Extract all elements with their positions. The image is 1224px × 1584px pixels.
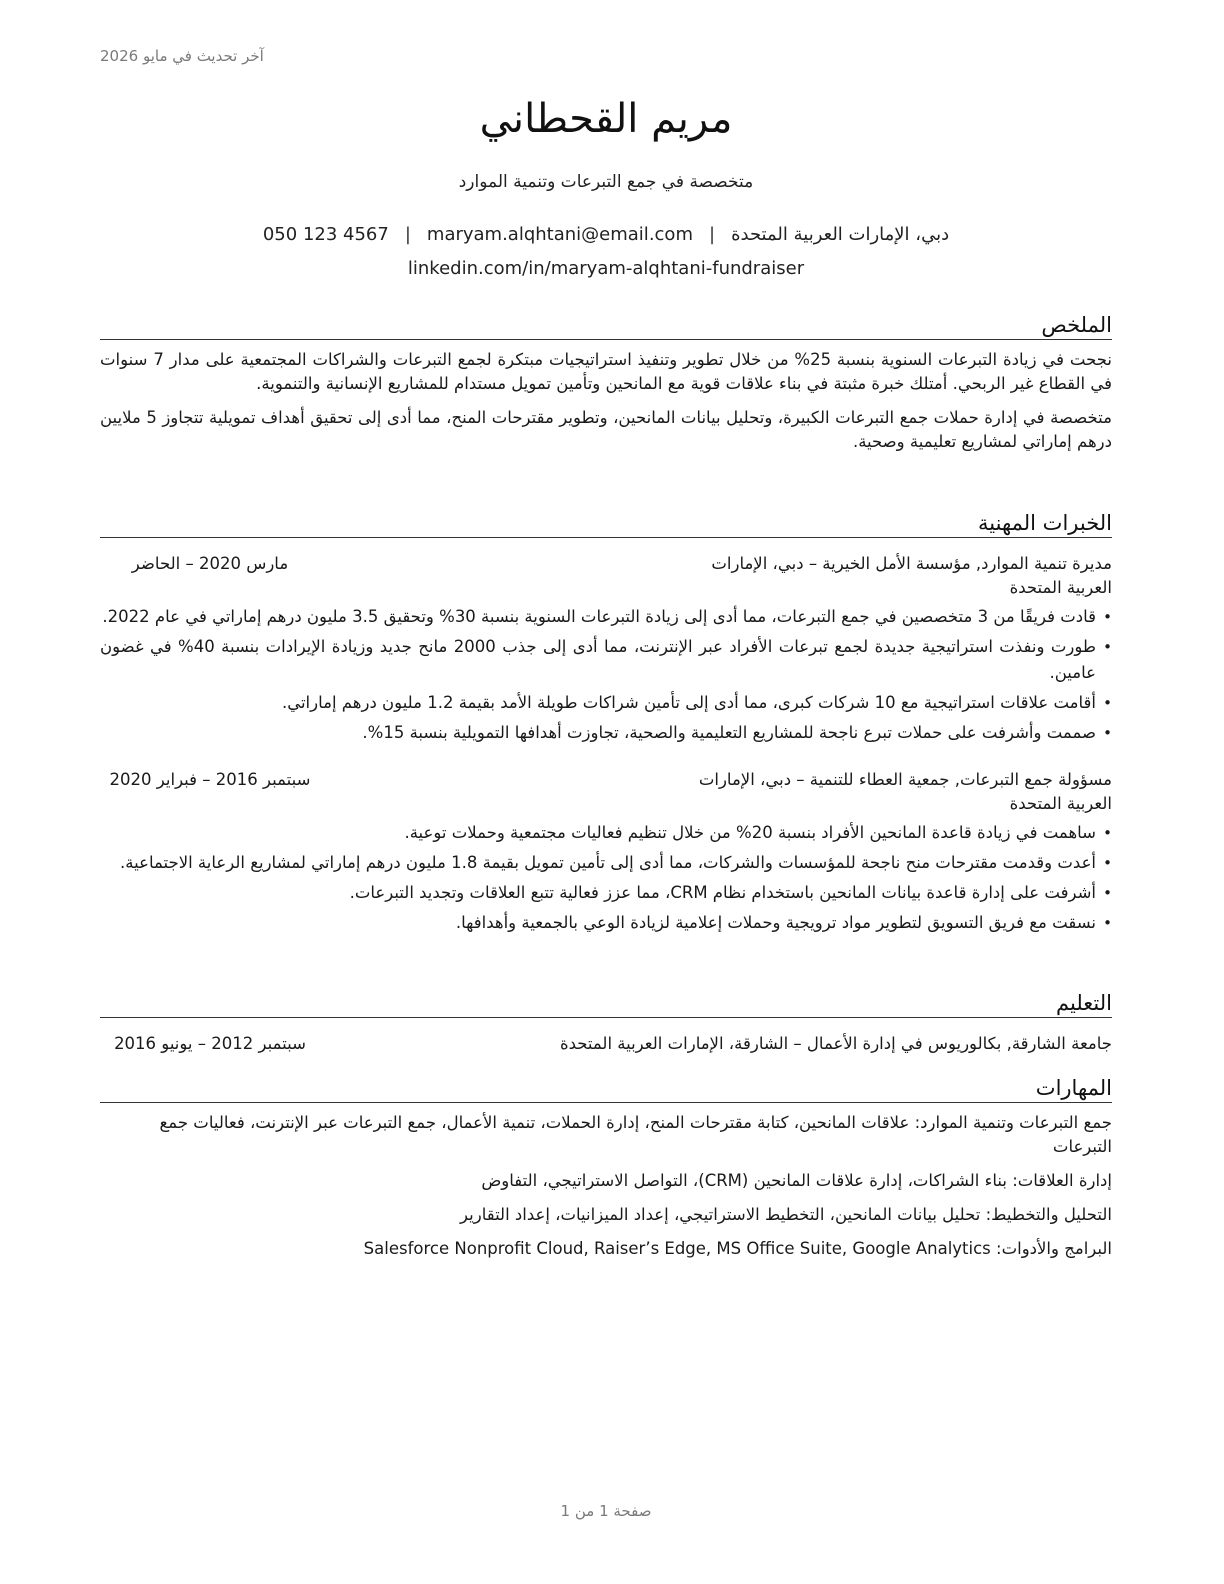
skills-section xyxy=(100,1075,1112,1261)
job-header xyxy=(100,768,1112,816)
skill-line xyxy=(100,1111,1112,1159)
list-item: • طورت ونفذت استراتيجية جديدة لجمع تبرعات الأفراد عبر الإنترنت، مما أدى إلى جذب 2000 مانح جديد وزيادة الإيرادات بنسبة 40% في غضون عامين. xyxy=(100,634,1112,686)
contact-location: دبي، الإمارات العربية المتحدة xyxy=(731,224,950,245)
resume-page xyxy=(100,0,1112,1584)
skill-value: بناء الشراكات، إدارة علاقات المانحين (CRM)، التواصل الاستراتيجي، التفاوض xyxy=(481,1171,1007,1190)
list-item: • قادت فريقًا من 3 متخصصين في جمع التبرعات، مما أدى إلى زيادة التبرعات السنوية بنسبة 30% وتحقيق 3.5 مليون درهم إماراتي في عام 2022. xyxy=(100,604,1112,630)
experience-section xyxy=(100,510,1112,940)
last-updated-note: آخر تحديث في مايو 2026 xyxy=(100,47,264,65)
contact-linkedin[interactable]: linkedin.com/in/maryam-alqhtani-fundraiser xyxy=(407,258,805,279)
education-institution-degree: جامعة الشارقة, بكالوريوس في إدارة الأعمال – الشارقة، الإمارات العربية المتحدة xyxy=(559,1034,1112,1053)
summary-paragraph: متخصصة في إدارة حملات جمع التبرعات الكبيرة، وتحليل بيانات المانحين، وتطوير مقترحات المنح، مما أدى إلى تحقيق أهداف تمويلية تتجاوز 5 ملايين درهم إماراتي لمشاريع تعليمية وصحية. xyxy=(100,408,1112,451)
education-entry xyxy=(100,1032,1112,1056)
contact-email[interactable]: maryam.alqhtani@email.com xyxy=(426,224,693,245)
list-item: • أقامت علاقات استراتيجية مع 10 شركات كبرى، مما أدى إلى تأمين شراكات طويلة الأمد بقيمة 1.2 مليون درهم إماراتي. xyxy=(100,690,1112,716)
education-dates: سبتمبر 2012 – يونيو 2016 xyxy=(114,1034,306,1053)
candidate-title: متخصصة في جمع التبرعات وتنمية الموارد xyxy=(458,172,754,192)
job-entry xyxy=(100,552,1112,746)
skill-value: Salesforce Nonprofit Cloud, Raiser’s Edge, MS Office Suite, Google Analytics xyxy=(363,1239,991,1258)
education-section xyxy=(100,990,1112,1056)
contact-separator: | xyxy=(708,224,716,245)
section-heading-experience: الخبرات المهنية xyxy=(100,510,1112,538)
skill-label: إدارة العلاقات: xyxy=(1012,1171,1112,1190)
skill-line xyxy=(100,1169,1112,1193)
job-entry xyxy=(100,768,1112,936)
job-dates: مارس 2020 – الحاضر xyxy=(131,554,289,573)
job-bullets xyxy=(100,604,1112,746)
job-dates: سبتمبر 2016 – فبراير 2020 xyxy=(109,770,311,789)
section-heading-skills: المهارات xyxy=(100,1075,1112,1103)
job-bullets xyxy=(100,820,1112,936)
skill-label: جمع التبرعات وتنمية الموارد: xyxy=(914,1113,1112,1132)
list-item: • ساهمت في زيادة قاعدة المانحين الأفراد بنسبة 20% من خلال تنظيم فعاليات مجتمعية وحملات توعية. xyxy=(100,820,1112,846)
job-role-org: مديرة تنمية الموارد, مؤسسة الأمل الخيرية – دبي، الإمارات العربية المتحدة xyxy=(711,554,1112,597)
list-item: • نسقت مع فريق التسويق لتطوير مواد ترويجية وحملات إعلامية لزيادة الوعي بالجمعية وأهدافها. xyxy=(100,910,1112,936)
list-item: • أشرفت على إدارة قاعدة بيانات المانحين باستخدام نظام CRM، مما عزز فعالية تتبع العلاقات وتجديد التبرعات. xyxy=(100,880,1112,906)
summary-section xyxy=(100,312,1112,454)
summary-paragraph: نجحت في زيادة التبرعات السنوية بنسبة 25% من خلال تطوير وتنفيذ استراتيجيات مبتكرة لجمع التبرعات والشراكات المجتمعية على مدار 7 سنوات في القطاع غير الربحي. أمتلك خبرة مثبتة في بناء علاقات قوية مع المانحين وتأمين تمويل مستدام للمشاريع الإنسانية والتنموية. xyxy=(100,350,1112,393)
candidate-name: مريم القحطاني xyxy=(479,96,733,142)
contact-line xyxy=(100,224,1112,245)
skill-value: تحليل بيانات المانحين، التخطيط الاستراتيجي، إعداد الميزانيات، إعداد التقارير xyxy=(460,1205,981,1224)
contact-separator: | xyxy=(404,224,411,245)
skill-label: البرامج والأدوات: xyxy=(996,1239,1112,1258)
list-item: • أعدت وقدمت مقترحات منح ناجحة للمؤسسات والشركات، مما أدى إلى تأمين تمويل بقيمة 1.8 مليون درهم إماراتي لمشاريع الرعاية الاجتماعية. xyxy=(100,850,1112,876)
section-heading-education: التعليم xyxy=(100,990,1112,1018)
skill-label: التحليل والتخطيط: xyxy=(985,1205,1112,1224)
job-header xyxy=(100,552,1112,600)
contact-phone: 050 123 4567 xyxy=(262,224,389,245)
section-heading-summary: الملخص xyxy=(100,312,1112,340)
skill-line xyxy=(100,1203,1112,1227)
page-number: صفحة 1 من 1 xyxy=(560,1502,652,1520)
list-item: • صممت وأشرفت على حملات تبرع ناجحة للمشاريع التعليمية والصحية، تجاوزت أهدافها التمويلية بنسبة 15%. xyxy=(100,720,1112,746)
skill-line xyxy=(100,1237,1112,1261)
skill-value: علاقات المانحين، كتابة مقترحات المنح، إدارة الحملات، تنمية الأعمال، جمع التبرعات عبر الإنترنت، فعاليات جمع التبرعات xyxy=(159,1113,1112,1156)
job-role-org: مسؤولة جمع التبرعات, جمعية العطاء للتنمية – دبي، الإمارات العربية المتحدة xyxy=(698,770,1112,813)
